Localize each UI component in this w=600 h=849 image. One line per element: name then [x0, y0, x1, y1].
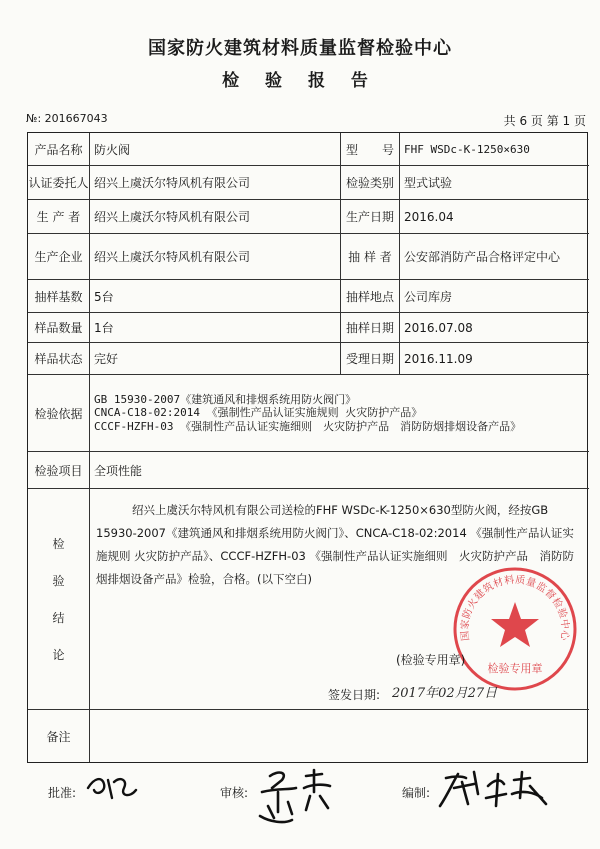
sample-state-label: 样品状态 — [28, 343, 90, 375]
test-type-label: 检验类别 — [341, 166, 400, 200]
conclusion-label-char-1: 检 — [52, 537, 65, 551]
sample-date-label: 抽样日期 — [341, 313, 400, 343]
stamp-ring-text: 国家防火建筑材料质量监督检验中心 — [459, 574, 571, 642]
basis-label: 检验依据 — [28, 375, 90, 452]
reviewer-signature — [248, 762, 338, 836]
model-value: FHF WSDc-K-1250×630 — [400, 133, 589, 166]
conclusion-text: 绍兴上虞沃尔特风机有限公司送检的FHF WSDc-K-1250×630型防火阀，经按GB 15930-2007《建筑通风和排烟系统用防火阀门》、CNCA-C18-02:2014 《强制性产品认证实施规则 火灾防护产品》、CCCF-HZFH-03 《强制性产品认证实施细则 火灾防护产品 消防防烟排烟设备产品》检验，合格。(以下空白) — [96, 503, 574, 586]
basis-value — [90, 375, 589, 452]
client-value: 绍兴上虞沃尔特风机有限公司 — [90, 166, 341, 200]
items-label: 检验项目 — [28, 452, 90, 489]
model-label: 型 号 — [341, 133, 400, 166]
sample-date-value: 2016.07.08 — [400, 313, 589, 343]
basis-line-1: GB 15930-2007《建筑通风和排烟系统用防火阀门》 — [94, 392, 357, 406]
sampler-label: 抽 样 者 — [341, 234, 400, 280]
stamp-bottom-text: 检验专用章 — [487, 662, 543, 675]
sample-site-value: 公司库房 — [400, 280, 589, 313]
doc-title: 检 验 报 告 — [222, 71, 378, 91]
client-label: 认证委托人 — [28, 166, 90, 200]
production-date-value: 2016.04 — [400, 200, 589, 234]
stamp-label: (检验专用章) — [396, 653, 466, 667]
manufacturer-value: 绍兴上虞沃尔特风机有限公司 — [90, 234, 341, 280]
test-type-value: 型式试验 — [400, 166, 589, 200]
sampler-value: 公安部消防产品合格评定中心 — [400, 234, 589, 280]
approver-signature — [84, 770, 144, 804]
org-title: 国家防火建筑材料质量监督检验中心 — [148, 38, 452, 59]
accept-date-label: 受理日期 — [341, 343, 400, 375]
production-date-label: 生产日期 — [341, 200, 400, 234]
sample-base-value: 5台 — [90, 280, 341, 313]
conclusion-label-char-3: 结 — [52, 611, 65, 625]
page-info: 共 6 页 第 1 页 — [503, 114, 586, 128]
basis-line-2: CNCA-C18-02:2014 《强制性产品认证实施规则 火灾防护产品》 — [94, 406, 423, 420]
product-name-label: 产品名称 — [28, 133, 90, 166]
sample-base-label: 抽样基数 — [28, 280, 90, 313]
conclusion-label-char-4: 论 — [52, 648, 65, 662]
sign-date-value: 2017年02月27日 — [392, 686, 498, 701]
sample-quantity-value: 1台 — [90, 313, 341, 343]
product-name-value: 防火阀 — [90, 133, 341, 166]
conclusion-label-char-2: 验 — [52, 574, 65, 588]
sample-state-value: 完好 — [90, 343, 341, 375]
producer-value: 绍兴上虞沃尔特风机有限公司 — [90, 200, 341, 234]
sample-site-label: 抽样地点 — [341, 280, 400, 313]
compiler-signature — [434, 764, 564, 814]
items-value: 全项性能 — [90, 452, 589, 489]
inspection-seal-stamp — [450, 564, 580, 694]
sign-date-label: 签发日期: — [328, 688, 381, 702]
basis-line-3: CCCF-HZFH-03 《强制性产品认证实施细则 火灾防护产品 消防防烟排烟设备产品》 — [94, 419, 522, 433]
remarks-label: 备注 — [28, 710, 90, 762]
conclusion-label — [28, 489, 90, 710]
remarks-value — [90, 710, 589, 762]
accept-date-value: 2016.11.09 — [400, 343, 589, 375]
report-number: №: 201667043 — [26, 112, 108, 125]
producer-label: 生 产 者 — [28, 200, 90, 234]
conclusion-body — [90, 489, 589, 710]
approve-label: 批准: — [48, 786, 77, 800]
compile-label: 编制: — [402, 786, 431, 800]
report-table — [27, 132, 588, 763]
manufacturer-label: 生产企业 — [28, 234, 90, 280]
stamp-star-icon — [491, 602, 539, 647]
sample-quantity-label: 样品数量 — [28, 313, 90, 343]
review-label: 审核: — [220, 786, 249, 800]
